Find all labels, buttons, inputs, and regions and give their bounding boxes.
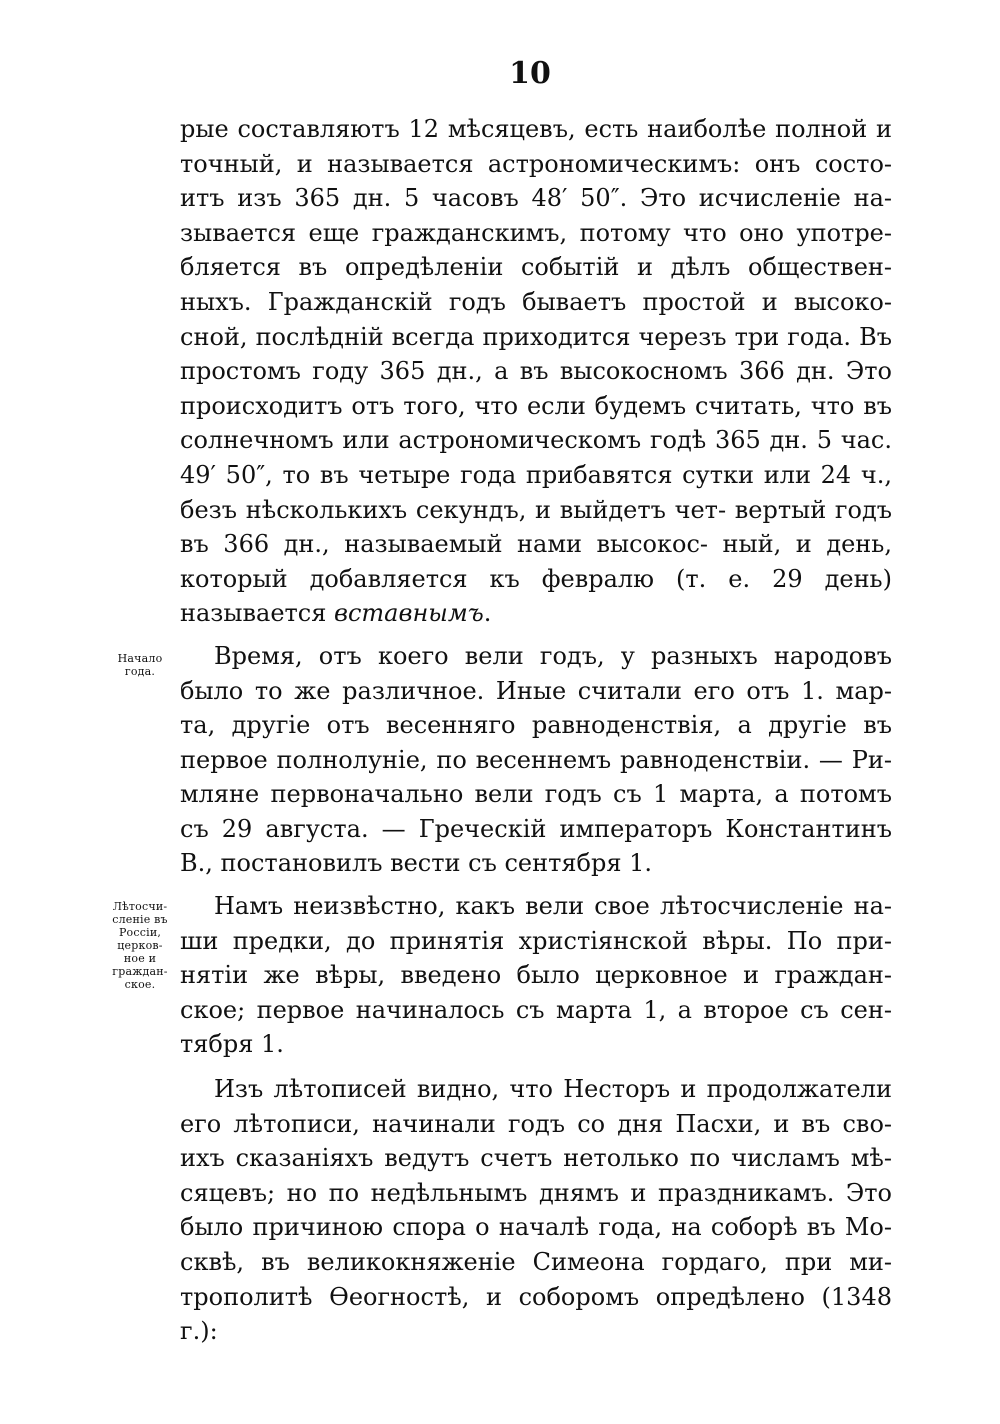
text-line: ихъ сказаніяхъ ведутъ счетъ нетолько по числамъ мѣ- bbox=[180, 1144, 892, 1173]
text-line: В., постановилъ вести съ сентября 1. bbox=[180, 849, 653, 878]
text-line: ныхъ. Гражданскій годъ бываетъ простой и высоко- bbox=[180, 287, 892, 316]
text-line: ши предки, до принятія христіянской вѣры. По при- bbox=[180, 926, 892, 955]
margin-note-line: Россіи, bbox=[118, 926, 162, 939]
text-line: ный, и день, который добавляется къ февралю (т. е. bbox=[180, 530, 892, 593]
margin-note-line: сленіе въ bbox=[112, 913, 168, 926]
italic-term: вставнымъ bbox=[334, 599, 484, 628]
text-line: итъ изъ 365 дн. 5 часовъ 48′ 50″. Это исчисленіе на- bbox=[180, 184, 892, 213]
paragraph-chronology-russia bbox=[180, 889, 892, 1062]
margin-note-line: Начало bbox=[117, 652, 163, 665]
text-line: было причиною спора о началѣ года, на соборѣ въ Мо- bbox=[180, 1213, 892, 1242]
text-line: и точный, и называется астрономическимъ: онъ состо- bbox=[180, 115, 892, 178]
body-text bbox=[180, 112, 892, 1349]
text-plain: 29 день) называется bbox=[180, 564, 892, 628]
text-line: ское; первое начиналось съ марта 1, а второе съ сен- bbox=[180, 995, 892, 1024]
text-line: Это происходитъ отъ того, что если будемъ считать, bbox=[180, 357, 892, 420]
text-line: 5 час. 49′ 50″, то въ четыре года прибавятся сутки bbox=[180, 426, 892, 489]
text-line: тября 1. bbox=[180, 1030, 284, 1059]
page-number: 10 bbox=[509, 56, 551, 91]
margin-note-line: граждан- bbox=[112, 965, 168, 978]
text-line: Въ простомъ году 365 дн., а въ высокосномъ 366 дн. bbox=[180, 322, 892, 386]
margin-note-year-start bbox=[104, 652, 176, 678]
paragraph-chronicles bbox=[180, 1072, 892, 1349]
text-line: Изъ лѣтописей видно, что Несторъ и продолжатели bbox=[214, 1075, 892, 1104]
text-line: та, другіе отъ весенняго равноденствія, а другіе въ bbox=[180, 711, 892, 740]
text-line: мляне первоначально вели годъ съ 1 марта, а потомъ bbox=[180, 780, 892, 809]
text-line: его лѣтописи, начинали годъ со дня Пасхи, и въ сво- bbox=[180, 1109, 892, 1138]
text-line: съ 29 августа. — Греческій императоръ Константинъ bbox=[180, 814, 892, 843]
text-line: первое полнолуніе, по весеннемъ равноденствіи. — Ри- bbox=[180, 745, 892, 774]
text-line: или 24 ч., безъ нѣсколькихъ секундъ, и выйдетъ чет- bbox=[180, 460, 892, 524]
text-line: сной, послѣдній всегда приходится черезъ три года. bbox=[180, 322, 852, 351]
margin-note-line: ное и bbox=[123, 952, 157, 965]
margin-note-line: года. bbox=[124, 665, 156, 678]
text-plain: . bbox=[483, 599, 492, 628]
margin-note-chronology bbox=[104, 900, 176, 991]
text-line: сяцевъ; но по недѣльнымъ днямъ и праздникамъ. Это bbox=[180, 1178, 892, 1207]
paragraph-calendar-year bbox=[180, 112, 892, 631]
text-line: зывается еще гражданскимъ, потому что оно употре- bbox=[180, 218, 892, 247]
text-line: рые составляютъ 12 мѣсяцевъ, есть наиболѣе полной bbox=[180, 115, 868, 143]
margin-note-line: ское. bbox=[124, 978, 156, 991]
text-line: вертый годъ въ 366 дн., называемый нами высокос- bbox=[180, 495, 892, 559]
text-line: трополитѣ Ѳеогностѣ, и соборомъ опредѣлено (1348 г.): bbox=[180, 1282, 892, 1346]
paragraph-year-start bbox=[180, 639, 892, 881]
margin-note-line: Лѣтосчи- bbox=[112, 900, 168, 913]
text-line: нятіи же вѣры, введено было церковное и граждан- bbox=[180, 961, 892, 990]
text-line: было то же различное. Иные считали его отъ 1. мар- bbox=[180, 676, 892, 705]
text-line: Время, отъ коего вели годъ, у разныхъ народовъ bbox=[214, 641, 892, 670]
text-line: сквѣ, въ великокняженіе Симеона гордаго, при ми- bbox=[180, 1248, 892, 1276]
margin-note-line: церков- bbox=[117, 939, 163, 952]
text-line: что въ солнечномъ или астрономическомъ годѣ 365 дн. bbox=[180, 391, 892, 455]
text-line: бляется въ опредѣленіи событій и дѣлъ обществен- bbox=[180, 253, 892, 282]
text-line: Намъ неизвѣстно, какъ вели свое лѣтосчисленіе на- bbox=[214, 892, 892, 921]
